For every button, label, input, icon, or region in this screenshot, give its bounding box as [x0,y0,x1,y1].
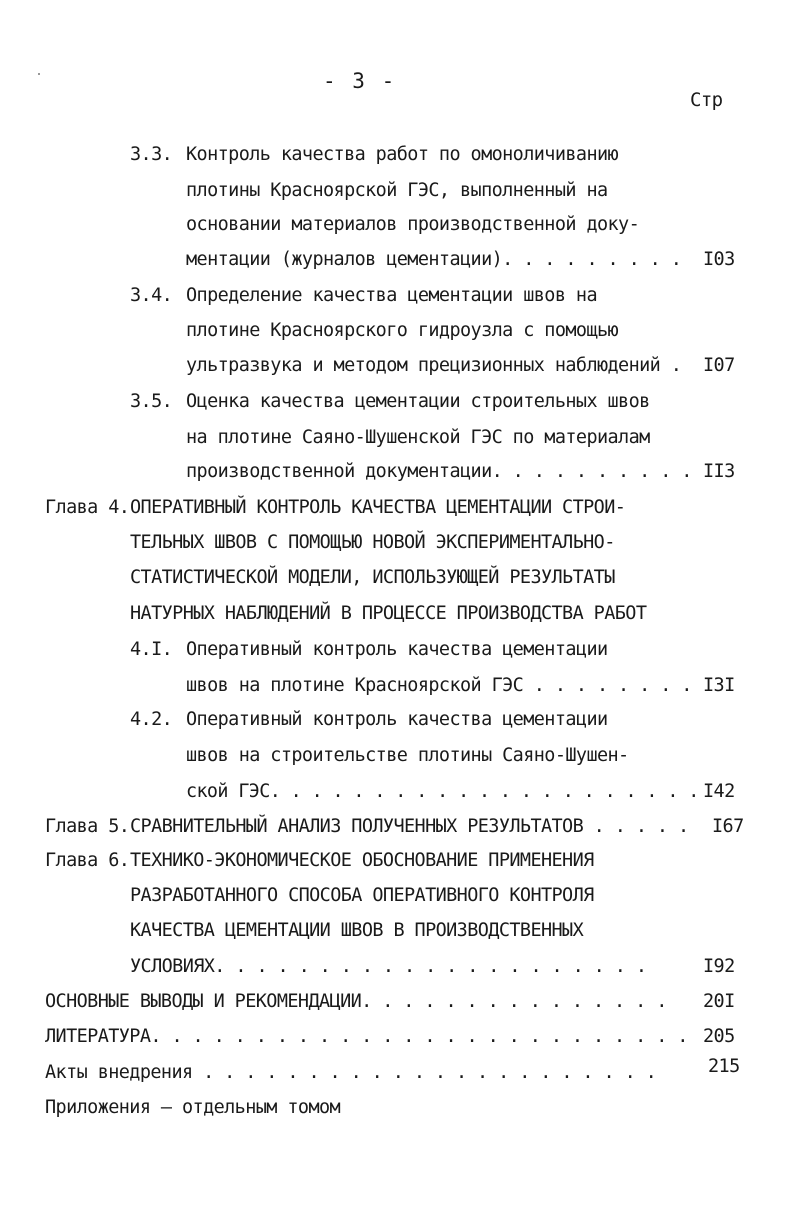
toc-entry-page: I3I [703,675,735,696]
toc-entry-page: 215 [708,1056,740,1077]
toc-entry-text: ментации (журналов цементации). . . . . . . . . [186,249,682,270]
toc-entry-page: I67 [712,816,744,837]
toc-entry-text: Оперативный контроль качества цементации [186,639,608,660]
toc-entry-page: I42 [703,781,735,802]
toc-entry-text: основании материалов производственной доку- [186,214,640,235]
toc-chapter-title: УСЛОВИЯХ. . . . . . . . . . . . . . . . . . . . . [130,956,647,977]
toc-chapter-label: Глава 4. [45,497,130,518]
toc-entry-text: Определение качества цементации швов на [186,285,597,306]
toc-entry-text: Оценка качества цементации строительных швов [186,391,650,412]
toc-entry-page: 20I [703,991,735,1012]
paper-speck [38,73,40,75]
toc-entry-number: 4.I. [130,639,173,660]
toc-entry-text: ультразвука и методом прецизионных наблюдений . [186,355,682,376]
toc-chapter-title: СТАТИСТИЧЕСКОЙ МОДЕЛИ, ИСПОЛЬЗУЮЩЕЙ РЕЗУЛЬТАТЫ [130,567,615,588]
toc-entry-number: 3.3. [130,144,173,165]
toc-chapter-label: Глава 6. [45,850,130,871]
toc-entry-text: Контроль качества работ по омоноличиванию [186,144,619,165]
toc-entry-page: I07 [703,355,735,376]
toc-section-title: Приложения – отдельным томом [45,1097,341,1118]
toc-section-title: Акты внедрения . . . . . . . . . . . . . . . . . . . . . . [45,1062,657,1083]
toc-entry-text: плотине Красноярского гидроузла с помощью [186,320,619,341]
toc-chapter-title: СРАВНИТЕЛЬНЫЙ АНАЛИЗ ПОЛУЧЕННЫХ РЕЗУЛЬТАТОВ . . . . . [130,816,689,837]
toc-chapter-title: КАЧЕСТВА ЦЕМЕНТАЦИИ ШВОВ В ПРОИЗВОДСТВЕННЫХ [130,920,584,941]
toc-entry-text: производственной документации. . . . . . . . . . [186,461,692,482]
toc-chapter-title: РАЗРАБОТАННОГО СПОСОБА ОПЕРАТИВНОГО КОНТРОЛЯ [130,885,594,906]
toc-entry-page: I92 [703,956,735,977]
toc-entry-page: II3 [703,461,735,482]
toc-section-title: ЛИТЕРАТУРА. . . . . . . . . . . . . . . . . . . . . . . . . . [45,1026,688,1047]
toc-entry-text: Оперативный контроль качества цементации [186,709,608,730]
toc-entry-page: 205 [703,1026,735,1047]
toc-entry-text: плотины Красноярской ГЭС, выполненный на [186,180,608,201]
toc-chapter-title: НАТУРНЫХ НАБЛЮДЕНИЙ В ПРОЦЕССЕ ПРОИЗВОДСТВА РАБОТ [130,603,647,624]
toc-chapter-label: Глава 5. [45,816,130,837]
toc-entry-text: швов на строительстве плотины Саяно-Шушен- [186,745,629,766]
toc-chapter-title: ТЕЛЬНЫХ ШВОВ С ПОМОЩЬЮ НОВОЙ ЭКСПЕРИМЕНТАЛЬНО- [130,532,615,553]
toc-entry-text: ской ГЭС. . . . . . . . . . . . . . . . . . . . . [186,781,699,802]
toc-entry-number: 3.5. [130,391,173,412]
toc-chapter-title: ОПЕРАТИВНЫЙ КОНТРОЛЬ КАЧЕСТВА ЦЕМЕНТАЦИИ СТРОИ- [130,497,626,518]
toc-entry-text: швов на плотине Красноярской ГЭС . . . . . . . . [186,675,692,696]
toc-section-title: ОСНОВНЫЕ ВЫВОДЫ И РЕКОМЕНДАЦИИ. . . . . . . . . . . . . . . [45,991,667,1012]
toc-entry-page: I03 [703,249,735,270]
page-number: - 3 - [323,69,397,93]
page-column-header: Стр [690,89,723,111]
toc-chapter-title: ТЕХНИКО-ЭКОНОМИЧЕСКОЕ ОБОСНОВАНИЕ ПРИМЕНЕНИЯ [130,850,594,871]
toc-entry-number: 4.2. [130,709,173,730]
toc-entry-number: 3.4. [130,285,173,306]
toc-entry-text: на плотине Саяно-Шушенской ГЭС по материалам [186,427,650,448]
